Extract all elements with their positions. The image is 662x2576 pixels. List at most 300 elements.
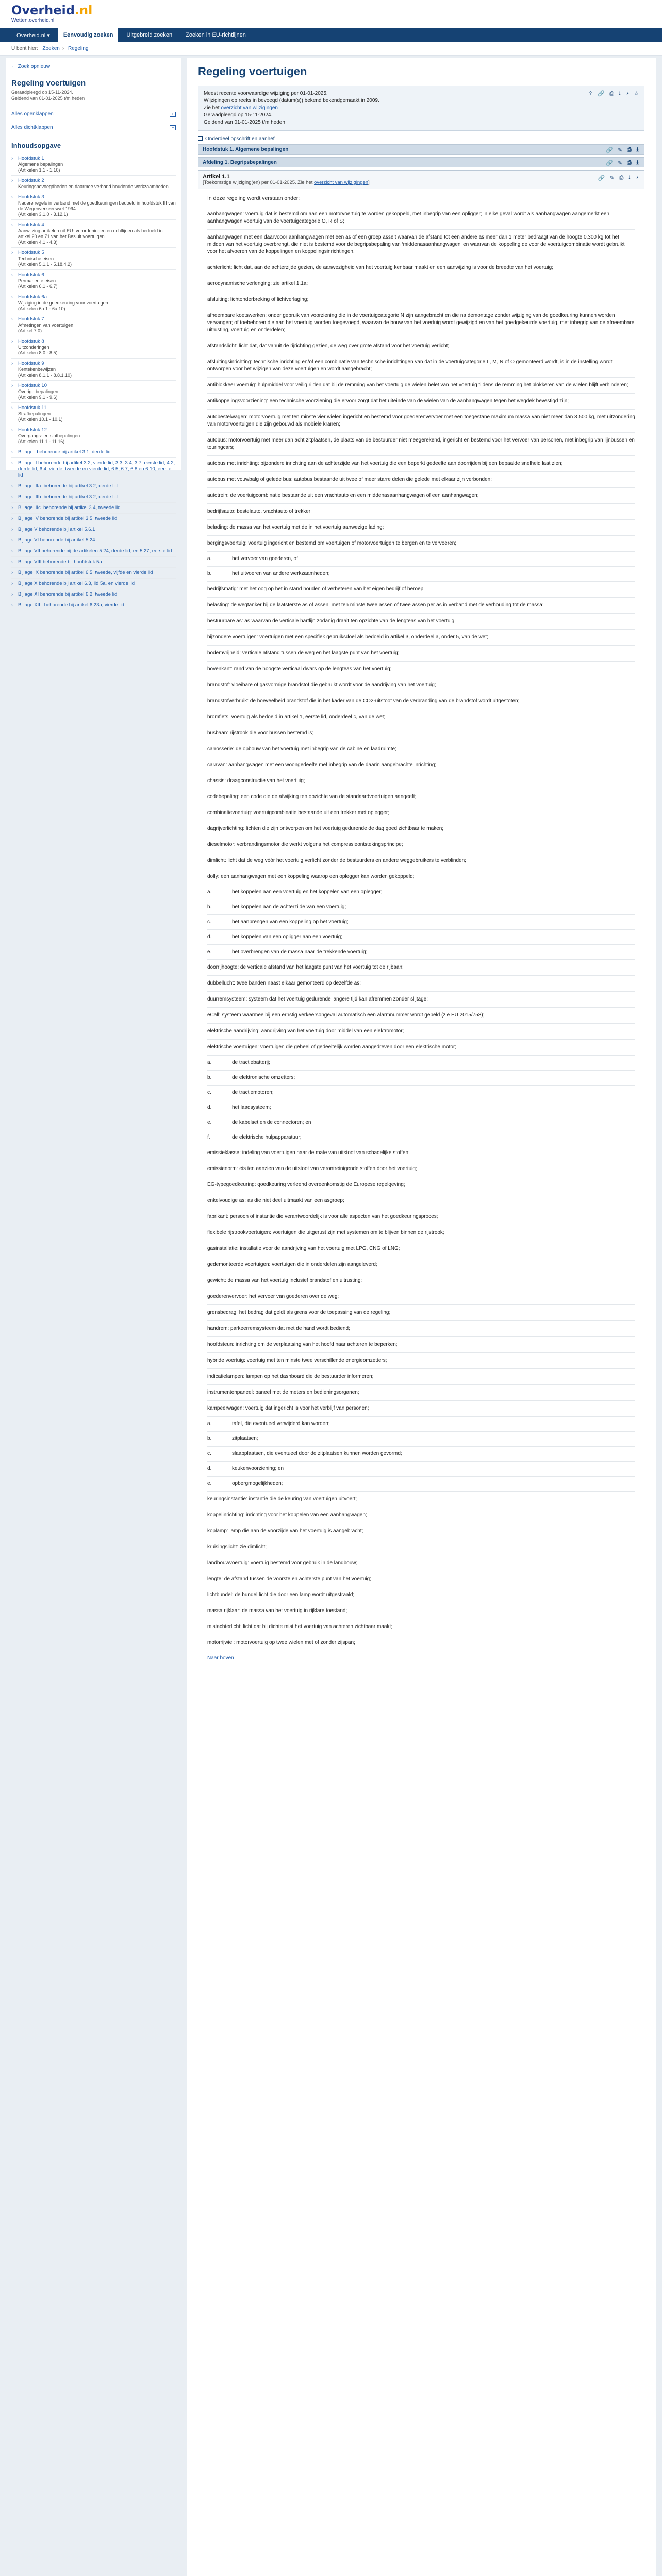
definition-item: bovenkant: rand van de hoogste verticaal dwars op de lengteas van het voertuig; xyxy=(207,662,635,677)
chevron-right-icon: › xyxy=(11,294,13,299)
toc-item-subtitle: Wijziging in de goedkeuring voor voertuigen xyxy=(18,300,108,306)
list-item xyxy=(207,1086,635,1100)
nav-eu-richtlijnen[interactable]: Zoeken in EU-richtlijnen xyxy=(186,32,246,38)
toc-item[interactable] xyxy=(11,447,176,458)
toc-item-range: (Artikelen 6.1 - 6.7) xyxy=(18,284,58,289)
definition-item: aanhangwagen: voertuig dat is bestemd om aan een motorvoertuig te worden gekoppeld, met inbegrip van een opligger; in elke geval wordt als aanhangwagen aangemerkt een aanhangwagen voertuig van de voertuigcategorie O, R of S; xyxy=(207,207,635,230)
toc-item-label[interactable]: Bijlage XII . behorende bij artikel 6.23a, vierde lid xyxy=(18,602,124,608)
list-item xyxy=(207,1417,635,1432)
print-icon[interactable]: ⎙ xyxy=(619,175,624,181)
definition-item: kruisingslicht: zie dimlicht; xyxy=(207,1539,635,1555)
list-text: het overbrengen van de massa naar de trekkende voertuig; xyxy=(232,949,368,955)
definition-item: afneembare koetswerken: onder gebruik van voorziening die in de voertuigcategorie N zijn aangebracht en die na demontage zonder wijziging van de goedkeuring kunnen worden vervangen; of toebehoren die aan het voertuig worden toegevoegd, waarvan de bouw van het voertuig wordt gewijzigd en van het goedgekeurde voertuig, met inbegrip van de afneembare uitrusting, voertuig en onderdelen; xyxy=(207,308,635,338)
definition-item: combinatievoertuig: voertuigcombinatie bestaande uit een trekker met oplegger; xyxy=(207,805,635,821)
edit-icon[interactable]: ✎ xyxy=(609,175,615,181)
definition-item: autotrein: de voertuigcombinatie bestaande uit een vrachtauto en een middenasaanhangwagen of een aanhangwagen; xyxy=(207,488,635,504)
list-marker: c. xyxy=(207,919,211,925)
list-text: zitplaatsen; xyxy=(232,1436,258,1442)
list-b xyxy=(207,885,635,960)
chevron-right-icon: › xyxy=(11,272,13,277)
list-item xyxy=(207,1432,635,1447)
list-a xyxy=(207,552,635,582)
list-marker: e. xyxy=(207,949,212,955)
toc-item[interactable] xyxy=(11,600,176,611)
list-item xyxy=(207,1071,635,1086)
definition-item: hybride voertuig: voertuig met ten minste twee verschillende energieomzetters; xyxy=(207,1353,635,1369)
toc-item-label[interactable]: Bijlage V behorende bij artikel 5.6.1 xyxy=(18,527,95,532)
toc-item-label[interactable]: Bijlage I behorende bij artikel 3.1, derde lid xyxy=(18,449,111,455)
chevron-right-icon: › xyxy=(11,250,13,255)
nav-eenvoudig-zoeken[interactable]: Eenvoudig zoeken xyxy=(58,28,119,42)
definition-item: keuringsinstantie: instantie die de keuring van voertuigen uitvoert; xyxy=(207,1492,635,1507)
definition-item: afsluiting: lichtonderbreking of lichtverlaging; xyxy=(207,292,635,308)
toc-item-label[interactable]: Hoofdstuk 8 xyxy=(18,338,44,344)
share-icon[interactable]: ⇪ xyxy=(588,91,593,97)
article-subtitle: [Toekomstige wijziging(en) per 01-01-2025. Zie het overzicht van wijzigingen] xyxy=(203,180,370,185)
toc-item-label[interactable]: Hoofdstuk 12 xyxy=(18,427,47,433)
toc-item-label[interactable]: Bijlage IV behorende bij artikel 3.5, tweede lid xyxy=(18,516,118,521)
toc-item[interactable] xyxy=(11,524,176,535)
toc-item[interactable] xyxy=(11,535,176,546)
toc-item[interactable] xyxy=(11,176,176,192)
definition-item: motorrijwiel: motorvoertuig op twee wielen met of zonder zijspan; xyxy=(207,1635,635,1651)
article-body xyxy=(198,189,644,1665)
definition-item: chassis: draagconstructie van het voertuig; xyxy=(207,773,635,789)
toc-item[interactable] xyxy=(11,568,176,579)
toc-item-subtitle: Nadere regels in verband met de goedkeuringen bedoeld in hoofdstuk III van de Wegenverkeerswet 1994 xyxy=(18,200,176,211)
list-item xyxy=(207,1447,635,1462)
list-marker: d. xyxy=(207,1105,212,1110)
definition-item: busbaan: rijstrook die voor bussen bestemd is; xyxy=(207,725,635,741)
chevron-right-icon: › xyxy=(11,516,13,521)
sidebar-meta-2: Geldend van 01-01-2025 t/m heden xyxy=(11,96,85,101)
list-marker: b. xyxy=(207,904,212,910)
definition-item: afstandslicht: licht dat, dat vanuit de rijrichting gezien, de weg over grote afstand voor het voertuig verlicht; xyxy=(207,338,635,354)
chevron-right-icon: › xyxy=(11,222,13,227)
list-text: het aanbrengen van een koppeling op het voertuig; xyxy=(232,919,349,925)
chevron-right-icon: › xyxy=(11,559,13,564)
definition-item: bijzondere voertuigen: voertuigen met een specifiek gebruiksdoel als bedoeld in artikel 3, onderdeel a, onder 5, van de wet; xyxy=(207,630,635,646)
definition-item: gewicht: de massa van het voertuig inclusief brandstof en uitrusting; xyxy=(207,1273,635,1289)
toc-item-range: (Artikel 7.0) xyxy=(18,328,42,333)
toc-item-subtitle: Afmetingen van voertuigen xyxy=(18,323,74,328)
list-text: het vervoer van goederen, of xyxy=(232,556,298,562)
toc-item-label[interactable]: Bijlage VII behorende bij de artikelen 5.24, derde lid, en 5.27, eerste lid xyxy=(18,548,172,554)
toc-item[interactable] xyxy=(11,503,176,514)
sidebar-title: Regeling voertuigen xyxy=(11,79,86,88)
toc-item[interactable] xyxy=(11,154,176,176)
chevron-right-icon: › xyxy=(11,156,13,161)
list-d xyxy=(207,1417,635,1492)
main-nav xyxy=(0,28,662,42)
list-text: keukenvoorziening; en xyxy=(232,1466,284,1471)
chevron-right-icon: › xyxy=(11,548,13,553)
toc-item-label[interactable]: Bijlage XI behorende bij artikel 6.2, tweede lid xyxy=(18,591,118,597)
toc-item[interactable] xyxy=(11,292,176,314)
definition-item: aanhangwagen met een daarvooor aanhangwagen met een as of een groep asselt waarvan de afstand tot een andere as meer dan 1 meter bedraagt van de hoogte 0,300 kg tot het midden van het voertuig overbrengt, die niet is bestemd voor de begripsbepaling van ‘middenasaanhangwagen’ en waarvan de koppeling de voor de voertuigcombinatie wordt gebruikt voor het afvoeren van de koppelingen en koppelingsinrichtingen. xyxy=(207,230,635,260)
chevron-right-icon: › xyxy=(11,361,13,366)
section-bar[interactable]: Afdeling 1. Begripsbepalingen 🔗 ✎ ⎙ ⤓ xyxy=(198,157,644,167)
chevron-right-icon: › xyxy=(11,449,13,454)
definition-item: elektrische aandrijving: aandrijving van het voertuig door middel van een elektromotor; xyxy=(207,1024,635,1040)
toc-item[interactable] xyxy=(11,403,176,425)
definition-item: belasting: de wegtanker bij de laatsterste as of assen, met ten minste twee assen of twee assen per as in verband met de verhouding tot de massa; xyxy=(207,598,635,614)
definition-item: bestuurbare as: as waarvan de verticale hartlijn zodanig draait ten opzichte van de lengteas van het voertuig; xyxy=(207,614,635,630)
toc-item-label[interactable]: Hoofdstuk 6a xyxy=(18,294,47,300)
list-item xyxy=(207,1115,635,1130)
toc-item-label[interactable]: Hoofdstuk 7 xyxy=(18,316,44,322)
download-icon[interactable]: ⤓ xyxy=(618,91,621,97)
toc-item-label[interactable]: Bijlage IIIc. behorende bij artikel 3.4, tweede lid xyxy=(18,505,121,511)
toc-item-subtitle: Kentekenbewijzen xyxy=(18,367,56,372)
definition-item: eCall: systeem waarmee bij een ernstig verkeersongeval automatisch een alarmnummer wordt gebeld (zie EU 2015/758); xyxy=(207,1008,635,1024)
link-icon[interactable]: 🔗 xyxy=(598,91,605,97)
toc-item-range: (Artikelen 5.1.1 - 5.18.4.2) xyxy=(18,262,72,267)
back-to-top-link[interactable]: Naar boven xyxy=(207,1655,234,1661)
rss-icon[interactable]: ◔ xyxy=(635,175,639,181)
definition-item: massa rijklaar: de massa van het voertuig in rijklare toestand; xyxy=(207,1603,635,1619)
toolbar xyxy=(588,90,639,97)
chevron-right-icon: › xyxy=(11,591,13,597)
toc-item-label[interactable]: Bijlage II behorende bij artikel 3.2, vierde lid, 3.3, 3.4, 3.7, eerste lid, 4.2, derde lid, 6.4, vierde, tweede en vierde lid, 6.5, 6.7, 6.8 en 6.10, eerste lid xyxy=(18,460,175,478)
definition-item: goederenvervoer: het vervoer van goederen over de weg; xyxy=(207,1289,635,1305)
bookmark-icon[interactable]: ☆ xyxy=(634,91,639,97)
definition-item: koppelinrichting: inrichting voor het koppelen van een aanhangwagen; xyxy=(207,1507,635,1523)
list-text: de elektronische omzetters; xyxy=(232,1075,295,1080)
toc-item-range: (Artikelen 11.1 - 11.16) xyxy=(18,439,65,444)
edit-icon[interactable]: ✎ xyxy=(618,147,623,154)
changes-link[interactable]: overzicht van wijzigingen xyxy=(221,105,278,111)
definition-item: antiblokkeer voertuig: hulpmiddel voor veilig rijden dat bij de remming van het voertuig de wielen belet van het voertuig tijdens de remming het blokkeren van de wielen blijft verhinderen; xyxy=(207,378,635,394)
chevron-right-icon: › xyxy=(11,527,13,532)
definition-item: caravan: aanhangwagen met een woongedeelte met inbegrip van de daarin aangebrachte inrichting; xyxy=(207,757,635,773)
definition-item: EG-typegoedkeuring: goedkeuring verleend overeenkomstig de Europese regelgeving; xyxy=(207,1177,635,1193)
chevron-right-icon: › xyxy=(11,483,13,488)
list-marker: b. xyxy=(207,571,212,577)
definition-item: antikoppelingsvoorziening: een technische voorziening die ervoor zorgt dat het uiteinde van de wielen van de aanhangwagen tegen het wegdek bevestigd zijn; xyxy=(207,394,635,410)
print-icon[interactable]: ⎙ xyxy=(609,91,614,97)
toc-item-subtitle: Strafbepalingen xyxy=(18,411,51,416)
definition-item: duurremsysteem: systeem dat het voertuig gedurende langere tijd kan afremmen zonder slijtage; xyxy=(207,992,635,1008)
toc-item-subtitle: Overige bepalingen xyxy=(18,389,59,394)
list-marker: d. xyxy=(207,934,212,940)
list-marker: c. xyxy=(207,1090,211,1095)
list-text: opbergmogelijkheden; xyxy=(232,1481,283,1486)
toc-item-label[interactable]: Hoofdstuk 2 xyxy=(18,178,44,183)
list-text: het koppelen aan een voertuig en het koppelen van een oplegger; xyxy=(232,889,383,895)
definition-item: fabrikant: persoon of instantie die verantwoordelijk is voor alle aspecten van het goedkeuringsproces; xyxy=(207,1209,635,1225)
toc-item[interactable] xyxy=(11,492,176,503)
toc-item[interactable] xyxy=(11,314,176,336)
download-icon[interactable]: ⤓ xyxy=(636,160,639,166)
toc-item-subtitle: Overgangs- en slotbepalingen xyxy=(18,433,80,438)
rss-icon[interactable]: ◔ xyxy=(625,91,630,97)
toc-item[interactable] xyxy=(11,192,176,220)
toc-item-range: (Artikelen 6a.1 - 6a.10) xyxy=(18,306,65,311)
toc-item-label[interactable]: Hoofdstuk 4 xyxy=(18,222,44,228)
chevron-right-icon: › xyxy=(11,460,13,465)
definition-item: autobestelwagen: motorvoertuig met ten minste vier wielen ingericht en bestemd voor goederenvervoer met een toegestane maximum massa van niet meer dan 3 500 kg, met uitzondering van motorvoertuigen die zijn gebouwd als mobiele kranen; xyxy=(207,410,635,433)
list-item xyxy=(207,915,635,930)
definition-item: handrem: parkeerremsysteem dat met de hand wordt bediend; xyxy=(207,1321,635,1337)
list-text: tafel, die eventueel verwijderd kan worden; xyxy=(232,1421,330,1427)
toc-item-label[interactable]: Hoofdstuk 3 xyxy=(18,194,44,200)
list-marker: a. xyxy=(207,889,212,895)
chevron-right-icon: › xyxy=(11,316,13,321)
definitions-2 xyxy=(207,582,635,885)
toc-item[interactable] xyxy=(11,359,176,381)
open-all-button[interactable]: Alles openklappen + xyxy=(11,108,176,121)
chevron-right-icon: › xyxy=(11,570,13,575)
chevron-right-icon: › xyxy=(11,383,13,388)
definition-item: dolly: een aanhangwagen met een koppeling waarop een oplegger kan worden gekoppeld; xyxy=(207,869,635,885)
list-text: de tractiemotoren; xyxy=(232,1090,274,1095)
article-header xyxy=(198,170,644,189)
toc-item-label[interactable]: Bijlage IX behorende bij artikel 6.5, tweede, vijfde en vierde lid xyxy=(18,570,153,575)
definition-item: flexibele rijstrookvoertuigen: voertuigen die uitgerust zijn met systemen om te blijven binnen de rijstrook; xyxy=(207,1225,635,1241)
nav-overheid[interactable]: Overheid.nl ▾ xyxy=(16,32,50,39)
toc-item-range: (Artikelen 8.0 - 8.5) xyxy=(18,350,58,355)
list-item xyxy=(207,945,635,960)
definition-item: autobus: motorvoertuig met meer dan acht zitplaatsen, de plaats van de bestuurder niet meegerekend, ingericht en bestemd voor het vervoer van personen, met inbegrip van lijnbussen en touringcars; xyxy=(207,433,635,456)
definition-item: dubbellucht: twee banden naast elkaar gemonteerd op dezelfde as; xyxy=(207,976,635,992)
site-header xyxy=(0,0,662,28)
toc-item[interactable] xyxy=(11,220,176,248)
chevron-right-icon: › xyxy=(11,494,13,499)
link-icon[interactable]: 🔗 xyxy=(606,147,614,154)
definition-item: autobus met inrichting: bijzondere inrichting aan de achterzijde van het voertuig die een beperkt gedeelte aan doorrijden bij een bepaalde snelheid laat zien; xyxy=(207,456,635,472)
list-text: het koppelen van een opligger aan een voertuig; xyxy=(232,934,343,940)
toc-item[interactable] xyxy=(11,546,176,557)
toc-item[interactable] xyxy=(11,557,176,568)
toc-item-subtitle: Algemene bepalingen xyxy=(18,162,63,167)
definition-item: dimlicht: licht dat de weg vóór het voertuig verlicht zonder de bestuurders en andere weggebruikers te verblinden; xyxy=(207,853,635,869)
toc-item-range: (Artikelen 3.1.0 - 3.12.1) xyxy=(18,212,68,217)
sidebar-meta-1: Geraadpleegd op 15-11-2024. xyxy=(11,90,73,95)
checkbox-icon xyxy=(198,136,203,141)
chevron-right-icon: › xyxy=(11,178,13,183)
toc-item-subtitle: Technische eisen xyxy=(18,256,54,261)
list-marker: c. xyxy=(207,1451,211,1456)
chevron-right-icon: › xyxy=(11,581,13,586)
chapter-bar[interactable]: Hoofdstuk 1. Algemene bepalingen 🔗 ✎ ⎙ ⤓ xyxy=(198,144,644,155)
list-marker: b. xyxy=(207,1436,212,1442)
list-marker: d. xyxy=(207,1466,212,1471)
definition-item: doorrijhoogte: de verticale afstand van het laagste punt van het voertuig tot de rijbaan; xyxy=(207,960,635,976)
toc-title: Inhoudsopgave xyxy=(11,142,61,149)
page-title: Regeling voertuigen xyxy=(198,65,307,78)
definition-item: achterlicht: licht dat, aan de achterzijde gezien, de aanwezigheid van het voertuig kenbaar maakt en een aanwijzing is voor de breedte van het voertuig; xyxy=(207,260,635,276)
info-line-5: Geldend van 01-01-2025 t/m heden xyxy=(204,120,285,125)
definition-item: bromfiets: voertuig als bedoeld in artikel 1, eerste lid, onderdeel c, van de wet; xyxy=(207,709,635,725)
toc-item[interactable] xyxy=(11,458,176,481)
toc-item-label[interactable]: Hoofdstuk 6 xyxy=(18,272,44,278)
toc-item[interactable] xyxy=(11,248,176,270)
toc-item[interactable] xyxy=(11,381,176,403)
chevron-right-icon: › xyxy=(11,194,13,199)
list-marker: b. xyxy=(207,1075,212,1080)
edit-icon[interactable]: ✎ xyxy=(618,160,623,166)
download-icon[interactable]: ⤓ xyxy=(628,175,631,181)
definition-item: brandstofverbruik: de hoeveelheid brandstof die in het kader van de CO2-uitstoot van de verbranding van de brandstof wordt uitgestoten; xyxy=(207,693,635,709)
toc-item-label[interactable]: Bijlage X behorende bij artikel 6.3, lid 5a, en vierde lid xyxy=(18,581,135,586)
link-icon[interactable]: 🔗 xyxy=(598,175,605,181)
chevron-right-icon: › xyxy=(11,338,13,344)
list-marker: a. xyxy=(207,1060,212,1065)
definition-item: instrumentenpaneel: paneel met de meters en bedieningsorganen; xyxy=(207,1385,635,1401)
list-text: het uitvoeren van andere werkzaamheden; xyxy=(232,571,330,577)
toc-item-subtitle: Keuringsbevoegdheden en daarmee verband houdende werkzaamheden xyxy=(18,184,169,189)
definition-item: koplamp: lamp die aan de voorzijde van het voertuig is aangebracht; xyxy=(207,1523,635,1539)
definition-item: kampeerwagen: voertuig dat ingericht is voor het verblijf van personen; xyxy=(207,1401,635,1417)
chevron-right-icon: › xyxy=(11,505,13,510)
definition-item: enkelvoudige as: as die niet deel uitmaakt van een asgroep; xyxy=(207,1193,635,1209)
article-title: Artikel 1.1 xyxy=(203,174,230,180)
toc-item[interactable] xyxy=(11,270,176,292)
definitions-4 xyxy=(207,1145,635,1417)
list-text: de kabelset en de connectoren; en xyxy=(232,1120,311,1125)
definition-item: belading: de massa van het voertuig met de in het voertuig aanwezige lading; xyxy=(207,520,635,536)
print-icon[interactable]: ⎙ xyxy=(627,147,632,153)
toc-item[interactable] xyxy=(11,481,176,492)
definition-item: dieselmotor: verbrandingsmotor die werkt volgens het compressieontstekingsprincipe; xyxy=(207,837,635,853)
toc-item-range: (Artikelen 4.1 - 4.3) xyxy=(18,240,58,245)
breadcrumb-zoeken[interactable]: Zoeken xyxy=(42,46,60,52)
list-c xyxy=(207,1056,635,1145)
article-intro: In deze regeling wordt verstaan onder: xyxy=(207,195,300,201)
definition-item: brandstof: vloeibare of gasvormige brandstof die gebruikt wordt voor de aandrijving van het voertuig; xyxy=(207,677,635,693)
list-item xyxy=(207,1462,635,1477)
list-marker: e. xyxy=(207,1120,212,1125)
back-link[interactable]: ← Zoek opnieuw xyxy=(11,64,51,70)
list-item xyxy=(207,1100,635,1115)
close-all-button[interactable]: Alles dichtklappen − xyxy=(11,121,176,134)
definition-item: mistachterlicht: licht dat bij dichte mist het voertuig van achteren zichtbaar maakt; xyxy=(207,1619,635,1635)
definition-item: gasinstallatie: installatie voor de aandrijving van het voertuig met LPG, CNG of LNG; xyxy=(207,1241,635,1257)
toc-item-subtitle: Permanente eisen xyxy=(18,278,56,283)
breadcrumb: U bent hier: Zoeken › Regeling xyxy=(0,42,662,56)
toc-item-subtitle: Aanwijzing artikelen uit EU- verordeningen en richtlijnen als bedoeld in artikel 20 en 71 van het Besluit voertuigen xyxy=(18,228,163,239)
list-text: het laadsysteem; xyxy=(232,1105,271,1110)
article-changes-link[interactable]: overzicht van wijzigingen xyxy=(313,180,369,185)
info-line-2: Wijzigingen op reeks in bevoegd (datum(s)) bekend bekendgemaakt in 2009. xyxy=(204,98,379,104)
breadcrumb-regeling: Regeling xyxy=(68,46,89,52)
toc-item-label[interactable]: Hoofdstuk 5 xyxy=(18,250,44,256)
list-item xyxy=(207,1056,635,1071)
list-text: de tractiebatterij; xyxy=(232,1060,270,1065)
list-text: de elektrische hulpapparatuur; xyxy=(232,1134,302,1140)
list-marker: f. xyxy=(207,1134,210,1140)
definition-item: landbouwvoertuig: voertuig bestemd voor gebruik in de landbouw; xyxy=(207,1555,635,1571)
chevron-right-icon: › xyxy=(11,427,13,432)
definition-item: bodemvrijheid: verticale afstand tussen de weg en het laagste punt van het voertuig; xyxy=(207,646,635,662)
toc-item[interactable] xyxy=(11,336,176,359)
list-item xyxy=(207,552,635,567)
toc-item-label[interactable]: Hoofdstuk 1 xyxy=(18,156,44,161)
definitions xyxy=(207,207,635,552)
definition-item: autobus met vouwbalg of gelede bus: autobus bestaande uit twee of meer starre delen die gelede met elkaar zijn verbonden; xyxy=(207,472,635,488)
list-marker: a. xyxy=(207,1421,212,1427)
definition-item: codebepaling: een code die de afwijking ten opzichte van de standaardvoertuigen aangeeft; xyxy=(207,789,635,805)
toc-item[interactable] xyxy=(11,514,176,524)
sidebar xyxy=(6,58,181,608)
definition-item: bergingsvoertuig: voertuig ingericht en bestemd om voertuigen of motorvoertuigen te bergen en te vervoeren; xyxy=(207,536,635,552)
toc-list xyxy=(11,154,176,611)
expand-icon: + xyxy=(170,112,176,117)
list-item xyxy=(207,567,635,582)
chevron-right-icon: › xyxy=(11,602,13,607)
definition-item: emissieklasse: indeling van voertuigen naar de mate van uitstoot van schadelijke stoffen; xyxy=(207,1145,635,1161)
info-line-1: Meest recente voorwaardige wijziging per 01-01-2025. xyxy=(204,91,328,96)
definition-item: hoofdsteun: inrichting om de verplaatsing van het hoofd naar achteren te beperken; xyxy=(207,1337,635,1353)
definition-item: dagrijverlichting: lichten die zijn ontworpen om het voertuig gedurende de dag goed zichtbaar te maken; xyxy=(207,821,635,837)
collapse-icon: − xyxy=(170,125,176,130)
definition-item: afsluitingsinrichting: technische inrichting en/of een combinatie van technische inrichtingen van dat in de voertuigcategorie L, M, N of O gemonteerd wordt, is in de instelling wordt ontworpen voor het wijzigen van deze voertuigen en wordt aangebracht; xyxy=(207,354,635,378)
list-item xyxy=(207,1130,635,1145)
toc-item-label[interactable]: Hoofdstuk 10 xyxy=(18,383,47,388)
toc-item[interactable] xyxy=(11,425,176,447)
toc-item-label[interactable]: Hoofdstuk 9 xyxy=(18,361,44,366)
toc-item-label[interactable]: Bijlage IIIa. behorende bij artikel 3.2, derde lid xyxy=(18,483,118,489)
definition-item: lichtbundel: de bundel licht die door een lamp wordt uitgestraald; xyxy=(207,1587,635,1603)
definitions-3 xyxy=(207,960,635,1056)
site-logo[interactable]: Overheid.nl xyxy=(11,3,93,18)
list-marker: e. xyxy=(207,1481,212,1486)
definition-item: lengte: de afstand tussen de voorste en achterste punt van het voertuig; xyxy=(207,1571,635,1587)
breadcrumb-prefix: U bent hier: xyxy=(11,46,38,52)
list-text: het koppelen aan de achterzijde van een voertuig; xyxy=(232,904,346,910)
definition-item: indicatielampen: lampen op het dashboard die de bestuurder informeren; xyxy=(207,1369,635,1385)
print-icon[interactable]: ⎙ xyxy=(627,160,632,166)
info-box xyxy=(198,86,644,131)
nav-uitgebreid-zoeken[interactable]: Uitgebreid zoeken xyxy=(126,32,173,38)
list-text: slaapplaatsen, die eventueel door de zitplaatsen kunnen worden gevormd; xyxy=(232,1451,402,1456)
toc-item[interactable] xyxy=(11,579,176,589)
toc-item-label[interactable]: Bijlage VIII behorende bij hoofdstuk 5a xyxy=(18,559,102,565)
definition-item: bedrijfsmatig: met het oog op het in stand houden of verbeteren van het eigen bedrijf of beroep. xyxy=(207,582,635,598)
definition-item: aerodynamische verlenging: zie artikel 1.1a; xyxy=(207,276,635,292)
toc-item-label[interactable]: Bijlage IIIb. behorende bij artikel 3.2, derde lid xyxy=(18,494,118,500)
toc-item-range: (Artikelen 1.1 - 1.10) xyxy=(18,167,60,173)
toc-item-subtitle: Uitzonderingen xyxy=(18,345,49,350)
list-item xyxy=(207,930,635,945)
link-icon[interactable]: 🔗 xyxy=(606,160,614,166)
download-icon[interactable]: ⤓ xyxy=(636,147,639,153)
toc-item-range: (Artikelen 9.1 - 9.6) xyxy=(18,395,58,400)
definition-item: grensbedrag: het bedrag dat geldt als grens voor de toepassing van de regeling; xyxy=(207,1305,635,1321)
select-option[interactable]: Onderdeel opschrift en aanhef xyxy=(198,136,644,142)
toc-item-range: (Artikelen 8.1.1 - 8.8.1.10) xyxy=(18,372,72,378)
definition-item: emissienorm: eis ten aanzien van de uitstoot van verontreinigende stoffen door het voertuig; xyxy=(207,1161,635,1177)
info-line-4: Geraadpleegd op 15-11-2024. xyxy=(204,112,273,118)
list-item xyxy=(207,885,635,900)
toc-item[interactable] xyxy=(11,589,176,600)
toc-item-label[interactable]: Hoofdstuk 11 xyxy=(18,405,47,411)
info-line-3: Zie het overzicht van wijzigingen xyxy=(204,105,278,111)
list-item xyxy=(207,900,635,915)
chevron-right-icon: › xyxy=(11,405,13,410)
list-item xyxy=(207,1477,635,1492)
definition-item: elektrische voertuigen: voertuigen die geheel of gedeeltelijk worden aangedreven door een elektrische motor; xyxy=(207,1040,635,1056)
definition-item: bedrijfsauto: bestelauto, vrachtauto of trekker; xyxy=(207,504,635,520)
definitions-5 xyxy=(207,1492,635,1651)
definition-item: carrosserie: de opbouw van het voertuig met inbegrip van de cabine en laadruimte; xyxy=(207,741,635,757)
toc-item-range: (Artikelen 10.1 - 10.1) xyxy=(18,417,63,422)
site-sublogo: Wetten.overheid.nl xyxy=(11,18,55,23)
toc-item-label[interactable]: Bijlage VI behorende bij artikel 5.24 xyxy=(18,537,95,543)
list-marker: a. xyxy=(207,556,212,562)
chevron-right-icon: › xyxy=(11,537,13,543)
